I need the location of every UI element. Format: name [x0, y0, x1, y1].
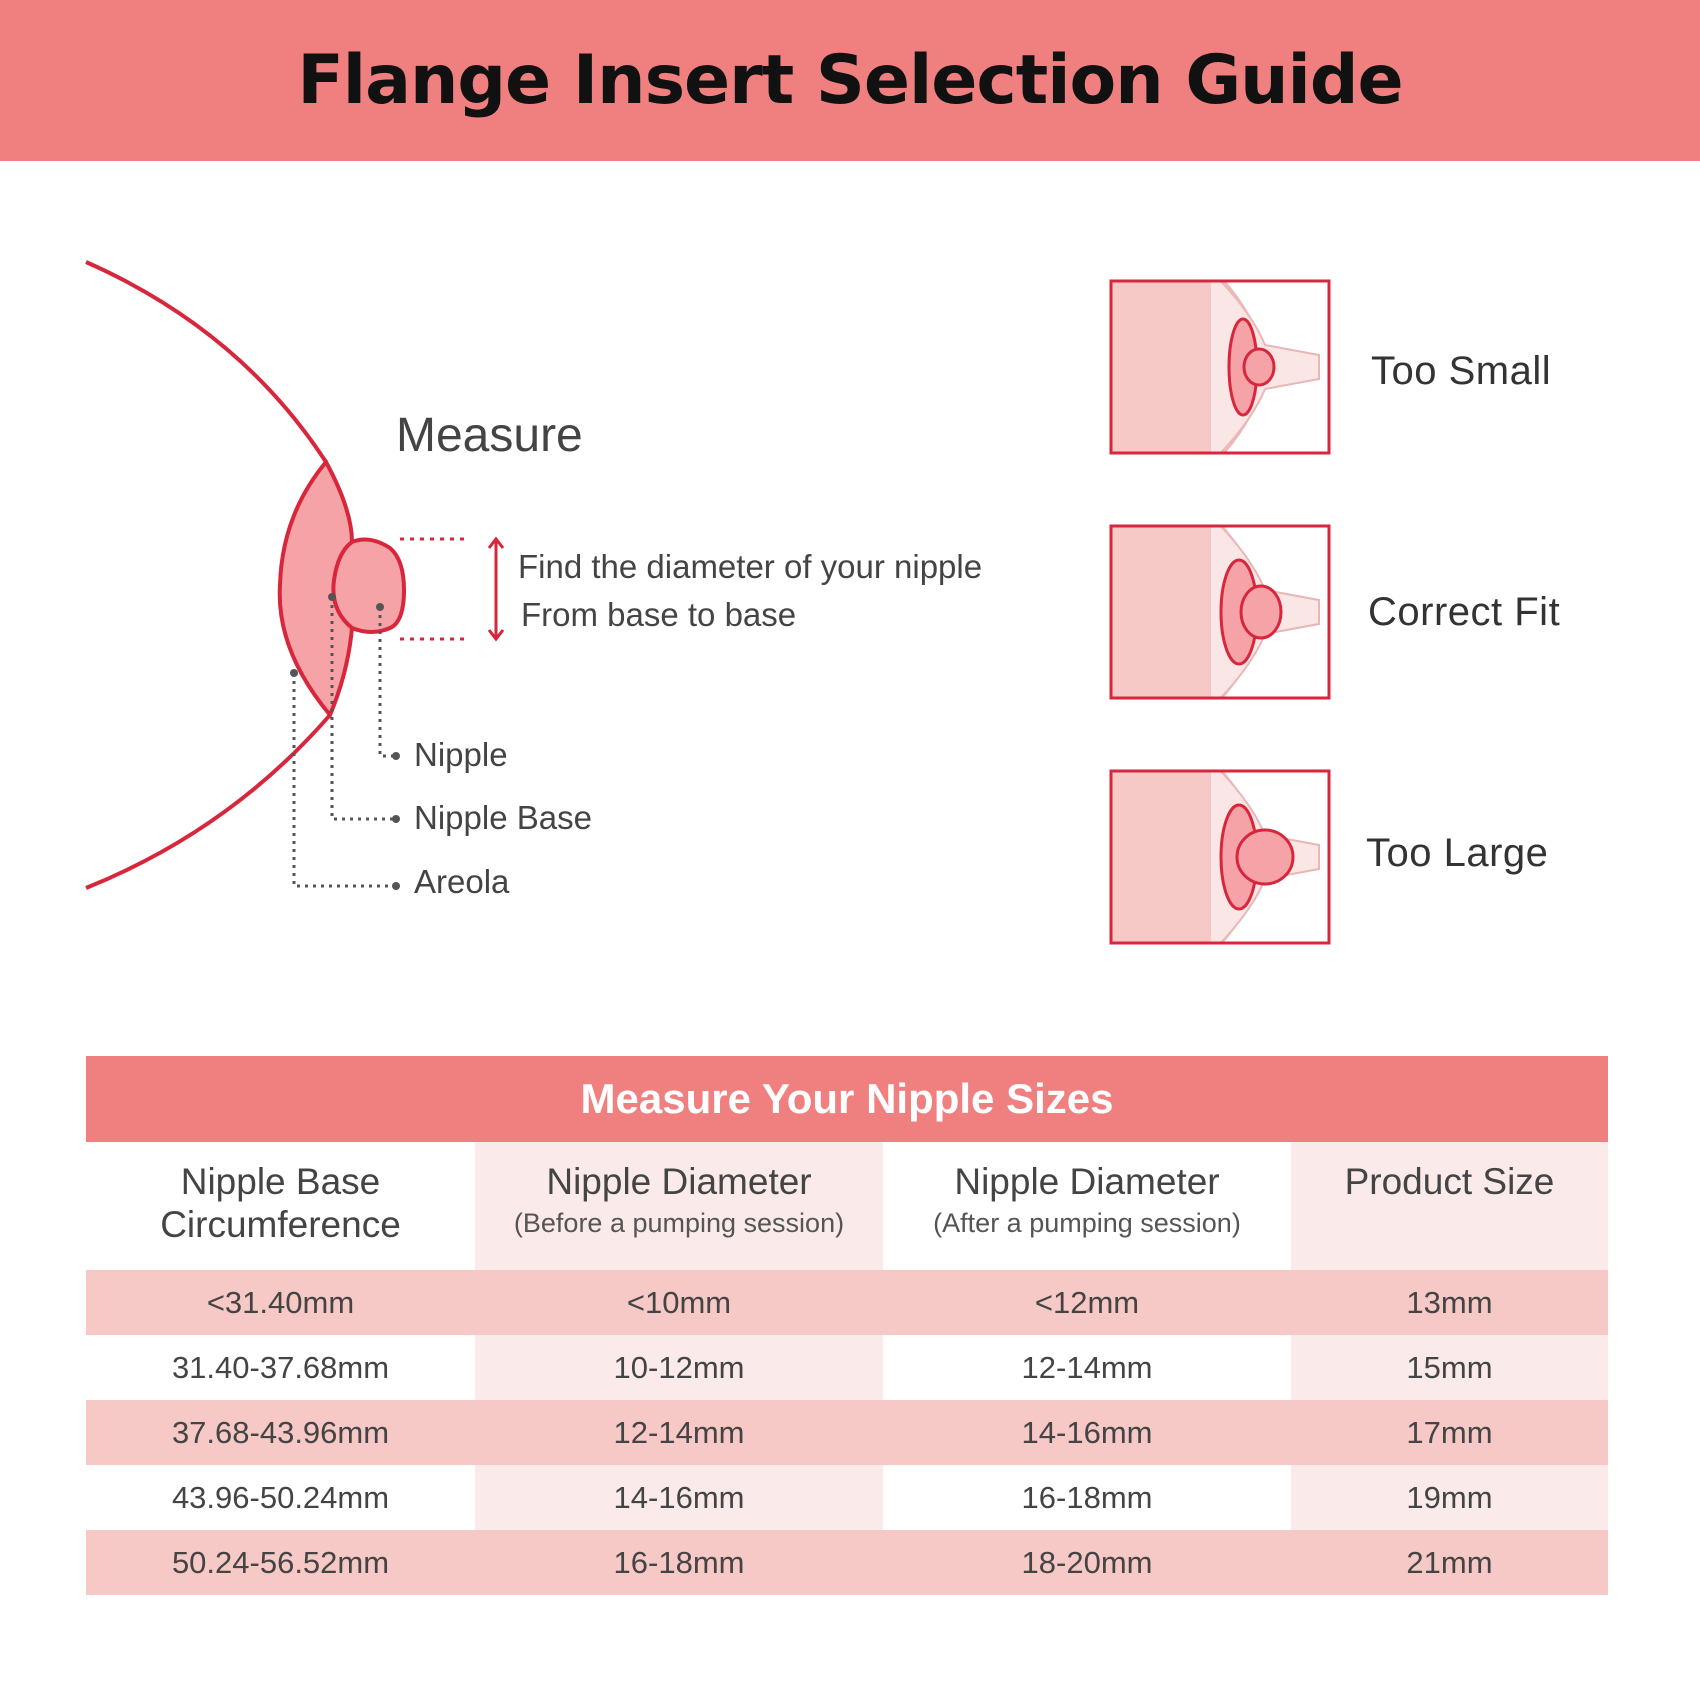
table-cell: 12-14mm — [475, 1400, 883, 1465]
table-cell: 15mm — [1291, 1335, 1608, 1400]
table-cell: 16-18mm — [1021, 1479, 1153, 1515]
too-large-fit-icon — [1101, 761, 1329, 953]
table-cell: 18-20mm — [883, 1530, 1291, 1595]
table-cell: 14-16mm — [883, 1400, 1291, 1465]
label-nipple: Nipple — [414, 736, 508, 773]
table-cell: 43.96-50.24mm — [171, 1479, 390, 1515]
table-row — [86, 1335, 1608, 1400]
label-nipple-base: Nipple Base — [414, 799, 592, 836]
fit-label-too-small: Too Small — [1371, 349, 1552, 393]
nipple-shape — [333, 540, 404, 632]
size-table-section — [86, 1056, 1608, 1595]
table-title: Measure Your Nipple Sizes — [86, 1056, 1608, 1142]
measure-arrow-icon — [489, 539, 503, 639]
table-cell: 19mm — [1291, 1465, 1608, 1530]
page-title: Flange Insert Selection Guide — [297, 41, 1403, 120]
instruction-line-1: Find the diameter of your nipple — [518, 548, 983, 585]
table-header-row — [86, 1142, 1608, 1270]
table-cell: 37.68-43.96mm — [86, 1400, 475, 1465]
label-areola: Areola — [414, 863, 510, 900]
header-base-circumference: Nipple Base Circumference — [160, 1161, 401, 1245]
instruction-line-2: From base to base — [521, 596, 797, 633]
table-cell: <12mm — [883, 1270, 1291, 1335]
fit-label-too-large: Too Large — [1366, 831, 1549, 875]
table-cell: 50.24-56.52mm — [86, 1530, 475, 1595]
size-table — [86, 1142, 1608, 1595]
table-row — [86, 1465, 1608, 1530]
fit-label-correct-fit: Correct Fit — [1368, 590, 1561, 634]
header-diameter-before: Nipple Diameter (Before a pumping session) — [475, 1142, 883, 1270]
table-cell: 16-18mm — [475, 1530, 883, 1595]
table-cell: 12-14mm — [1021, 1349, 1153, 1385]
table-row — [86, 1400, 1608, 1465]
too-small-fit-icon — [1101, 271, 1329, 463]
table-cell: <31.40mm — [86, 1270, 475, 1335]
measure-heading: Measure — [396, 409, 583, 462]
header-banner — [0, 0, 1700, 161]
table-cell: 17mm — [1291, 1400, 1608, 1465]
table-cell: 14-16mm — [475, 1465, 883, 1530]
table-cell: 10-12mm — [475, 1335, 883, 1400]
table-row — [86, 1270, 1608, 1335]
table-cell: 21mm — [1291, 1530, 1608, 1595]
table-row — [86, 1530, 1608, 1595]
table-cell: 13mm — [1291, 1270, 1608, 1335]
table-cell: <10mm — [475, 1270, 883, 1335]
header-diameter-after: Nipple Diameter (After a pumping session) — [933, 1161, 1241, 1238]
table-cell: 31.40-37.68mm — [171, 1349, 390, 1385]
header-product-size: Product Size — [1291, 1142, 1608, 1270]
correct-fit-icon — [1101, 516, 1329, 708]
